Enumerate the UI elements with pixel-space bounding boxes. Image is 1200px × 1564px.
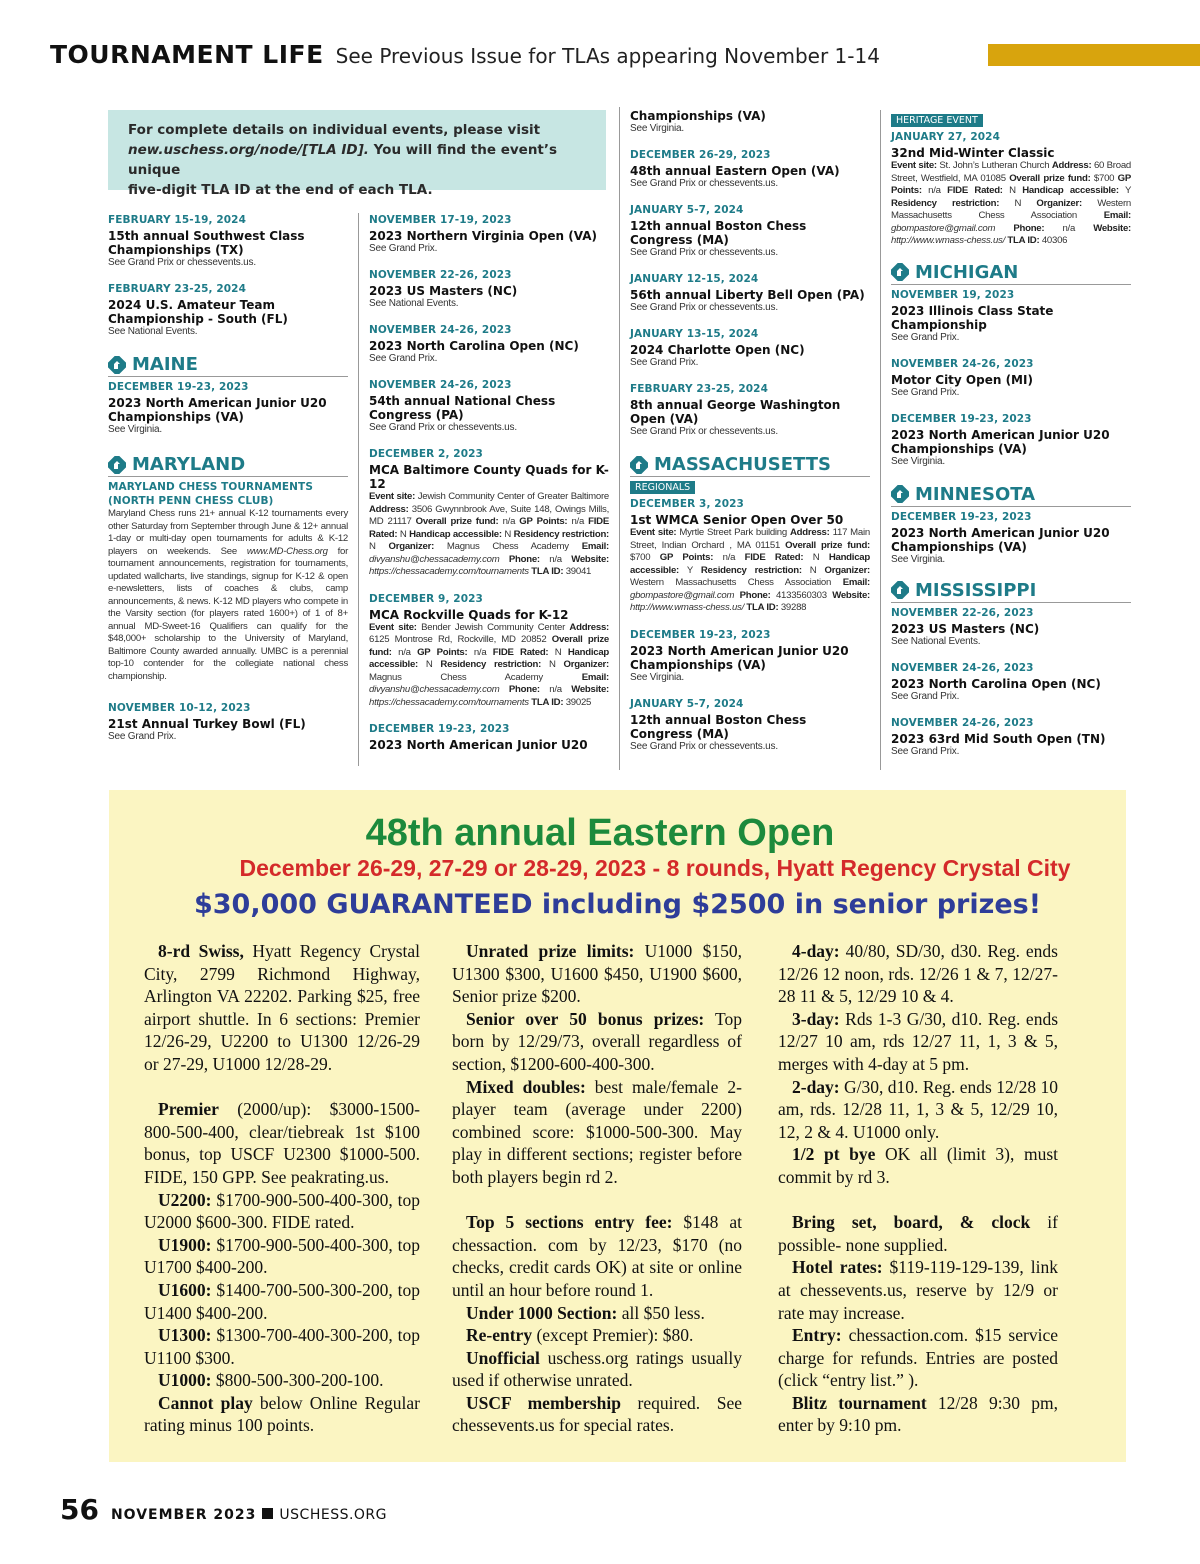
event-listing: FEBRUARY 23-25, 2024 8th annual George Washington Open (VA) See Grand Prix or chessevents.us. [630, 383, 841, 437]
ad-paragraph: Mixed doubles: best male/female 2-player team (average under 2200) combined score: $1000-500-300. May play in different sections; register before both players begin rd 2. [452, 1076, 742, 1187]
website-link[interactable]: http://www.wmass-chess.us/ [630, 602, 744, 613]
header-accent-bar [988, 44, 1200, 66]
event-listing: MARYLAND CHESS TOURNAMENTS (NORTH PENN CHESS CLUB) Maryland Chess runs 21+ annual K-12 tournaments every other Saturday from September through June & 12+ annual 1-day or multi-day open tournaments for adults & K-12 players on weekends. See www.MD-Chess.org for tournament announcements, registration for tournaments, updated wallcharts, live standings, signup for K-12 & open e-newsletters, lists of coaches & clubs, camp announcements, & news. K-12 MD players who compete in the Varsity section (for players rated 1600+) of 1 of 8+ annual MD-Sweet-16 Qualifiers can qualify for the $48,000+ scholarship to the University of Maryland, Baltimore County awarded annually. UMBC is a perennial top-10 contender for the collegiate national chess championship. [108, 481, 349, 682]
chess-knight-icon [891, 485, 909, 503]
ad-paragraph: Senior over 50 bonus prizes: Top born by 12/29/73, overall regardless of section, $1200-600-400-300. [452, 1008, 742, 1074]
ad-paragraph: Premier (2000/up): $3000-1500-800-500-400, clear/tiebreak 1st $100 bonus, top USCF U2300 $1000-500. FIDE, 150 GPP. See peakrating.us. [144, 1099, 420, 1187]
event-listing: DECEMBER 19-23, 2023 2023 North American Junior U20 Championships (VA) See Virginia. [630, 628, 849, 683]
event-listing: NOVEMBER 24-26, 2023 2023 63rd Mid South Open (TN) See Grand Prix. [891, 716, 1106, 757]
chess-knight-icon [108, 456, 126, 474]
ad-paragraph: 8-rd Swiss, Hyatt Regency Crystal City, 2799 Richmond Highway, Arlington VA 22202. Parking $25, free airport shuttle. In 6 sections: Premier 12/26-29, U2200 to U1300 12/26-29 or 27-29, U1000 12/28-29. [144, 941, 421, 1074]
site-name[interactable]: USCHESS.ORG [279, 1507, 388, 1523]
state-heading-maryland: MARYLAND [108, 454, 348, 477]
website-link[interactable]: https://chessacademy.com/tournaments [369, 566, 529, 577]
ad-paragraph: Top 5 sections entry fee: $148 at chessaction. com by 12/23, $170 (no checks, credit cards OK) at site or online until an hour before round 1. [452, 1212, 742, 1300]
ad-paragraph: Cannot play below Online Regular rating minus 100 points. [144, 1392, 421, 1436]
ad-paragraph: U1000: $800-500-300-200-100. [158, 1370, 384, 1391]
page-header [50, 40, 880, 80]
state-heading-mississippi: MISSISSIPPI [891, 580, 1131, 603]
website-link[interactable]: http://www.wmass-chess.us/ [891, 235, 1005, 246]
event-listing: NOVEMBER 24-26, 2023 54th annual National Chess Congress (PA) See Grand Prix or chessevents.us. [369, 379, 556, 433]
ad-paragraph: U1300: $1300-700-400-300-200, top U1100 $300. [144, 1325, 420, 1368]
tla-url[interactable]: new.uschess.org/node/[TLA ID]. [128, 142, 369, 158]
column-2 [369, 213, 609, 765]
ad-paragraph: U1600: $1400-700-500-300-200, top U1400 $400-200. [144, 1279, 420, 1323]
ad-title: 48th annual Eastern Open [365, 812, 835, 854]
chess-knight-icon [891, 581, 909, 599]
event-listing: DECEMBER 19-23, 2023 2023 North American Junior U20 [369, 723, 588, 752]
ad-column-1 [144, 940, 420, 1437]
column-rule [619, 107, 620, 770]
chess-knight-icon [630, 456, 648, 474]
event-listing: NOVEMBER 22-26, 2023 2023 US Masters (NC) See National Events. [369, 269, 518, 309]
state-heading-michigan: MICHIGAN [891, 262, 1131, 285]
column-1 [108, 213, 348, 756]
square-separator-icon [262, 1508, 273, 1519]
website-link[interactable]: https://chessacademy.com/tournaments [369, 696, 529, 708]
column-rule [358, 213, 359, 766]
state-heading-minnesota: MINNESOTA [891, 484, 1131, 507]
email-link[interactable]: divyanshu@chessacademy.com [369, 553, 500, 565]
column-rule [880, 110, 881, 770]
chess-knight-icon [891, 263, 909, 281]
event-listing: JANUARY 13-15, 2024 2024 Charlotte Open (NC) See Grand Prix. [630, 328, 805, 368]
ad-paragraph: Entry: chessaction.com. $15 service charge for refunds. Entries are posted (click “entry list.” ). [778, 1325, 1058, 1391]
event-listing: NOVEMBER 22-26, 2023 2023 US Masters (NC) See National Events. [891, 606, 1040, 647]
issue-date: NOVEMBER 2023 [110, 1507, 257, 1523]
event-listing: JANUARY 27, 2024 32nd Mid-Winter Classic Event site: St. John’s Lutheran Church Address: 60 Broad Street, Westfield, MA 01085 Overall prize fund: $700 GP Points: n/a FIDE Rated: N Handicap accessible: Y Residency restriction: N Organizer: Western Massachusetts Chess Association Email: gbompastore@gmail.com Phone: n/a Website: http://www.wmass-chess.us/ TLA ID: 40306 [891, 131, 1132, 246]
event-listing: NOVEMBER 24-26, 2023 2023 North Carolina Open (NC) See Grand Prix. [369, 324, 579, 364]
section-title: TOURNAMENT LIFE [50, 40, 324, 69]
ad-paragraph: Re-entry (except Premier): $80. [466, 1325, 694, 1346]
ad-column-2 [452, 940, 742, 1437]
event-listing: NOVEMBER 10-12, 2023 21st Annual Turkey Bowl (FL) See Grand Prix. [108, 702, 306, 742]
page-number: 56 [60, 1493, 99, 1526]
event-listing: DECEMBER 3, 2023 1st WMCA Senior Open Over 50 Event site: Myrtle Street Park building Address: 117 Main Street, Indian Orchard , MA 01151 Overall prize fund: $700 GP Points: n/a FIDE Rated: N Handicap accessible: Y Residency restriction: N Organizer: Western Massachusetts Chess Association Email: gbompastore@gmail.com Phone: 4133560303 Website: http://www.wmass-chess.us/ TLA ID: 39288 [630, 498, 870, 613]
ad-paragraph: Under 1000 Section: all $50 less. [466, 1302, 705, 1323]
event-listing: FEBRUARY 15-19, 2024 15th annual Southwest Class Championships (TX) See Grand Prix or chessevents.us. [108, 214, 305, 268]
column-4 [891, 110, 1131, 771]
ad-guarantee: $30,000 GUARANTEED including $2500 in senior prizes! [193, 889, 1042, 920]
page-footer [60, 1493, 387, 1526]
email-link[interactable]: gbompastore@gmail.com [891, 222, 996, 234]
event-listing: DECEMBER 26-29, 2023 48th annual Eastern Open (VA) See Grand Prix or chessevents.us. [630, 149, 840, 189]
section-subtitle: See Previous Issue for TLAs appearing November 1-14 [335, 44, 880, 68]
column-3 [630, 107, 870, 766]
event-listing: JANUARY 12-15, 2024 56th annual Liberty Bell Open (PA) See Grand Prix or chessevents.us. [630, 273, 865, 313]
regionals-badge: REGIONALS [630, 481, 695, 494]
ad-paragraph: Unofficial uschess.org ratings usually used if otherwise unrated. [452, 1347, 742, 1391]
ad-paragraph: U2200: $1700-900-500-400-300, top U2000 $600-300. FIDE rated. [144, 1189, 420, 1233]
email-link[interactable]: divyanshu@chessacademy.com [369, 684, 500, 695]
chess-knight-icon [108, 356, 126, 374]
state-heading-massachusetts: MASSACHUSETTS [630, 454, 870, 477]
ad-paragraph: Unrated prize limits: U1000 $150, U1300 $300, U1600 $450, U1900 $600, Senior prize $200. [452, 941, 742, 1007]
md-chess-link[interactable]: www.MD-Chess.org [246, 545, 328, 557]
event-listing: Championships (VA) See Virginia. [630, 109, 766, 134]
ad-paragraph: Bring set, board, & clock if possible- none supplied. [778, 1212, 1058, 1255]
ad-paragraph: 1/2 pt bye OK all (limit 3), must commit by rd 3. [778, 1144, 1058, 1187]
state-heading-maine: MAINE [108, 354, 348, 377]
event-listing: DECEMBER 19-23, 2023 2023 North American Junior U20 Championships (VA) See Virginia. [891, 412, 1110, 467]
event-listing: NOVEMBER 19, 2023 2023 Illinois Class State Championship See Grand Prix. [891, 288, 1054, 343]
event-listing: DECEMBER 9, 2023 MCA Rockville Quads for K-12 Event site: Bender Jewish Community Center Address: 6125 Montrose Rd, Rockville, MD 20852 Overall prize fund: n/a GP Points: n/a FIDE Rated: N Handicap accessible: N Residency restriction: N Organizer: Magnus Chess Academy Email: divyanshu@chessacademy.com Phone: n/a Website: https://chessacademy.com/tournaments TLA ID: 39025 [369, 592, 610, 708]
heritage-badge: HERITAGE EVENT [891, 114, 983, 127]
ad-paragraph: 2-day: G/30, d10. Reg. ends 12/28 10 am, rds. 12/28 11, 1, 3 & 5, 12/29 10, 12, 2 & 4. U1000 only. [778, 1076, 1058, 1142]
ad-paragraph: 3-day: Rds 1-3 G/30, d10. Reg. ends 12/27 10 am, rds 12/27 11, 1, 3 & 5, merges with 4-day at 5 pm. [778, 1008, 1058, 1074]
event-listing: FEBRUARY 23-25, 2024 2024 U.S. Amateur Team Championship - South (FL) See National Events. [108, 283, 288, 337]
event-listing: NOVEMBER 24-26, 2023 2023 North Carolina Open (NC) See Grand Prix. [891, 661, 1101, 702]
ad-subtitle: December 26-29, 27-29 or 28-29, 2023 - 8 rounds, Hyatt Regency Crystal City [239, 855, 1071, 881]
ad-paragraph: Blitz tournament 12/28 9:30 pm, enter by 9:10 pm. [778, 1392, 1058, 1436]
ad-paragraph: USCF membership required. See chessevents.us for special rates. [452, 1392, 742, 1436]
event-listing: DECEMBER 2, 2023 MCA Baltimore County Quads for K-12 Event site: Jewish Community Center of Greater Baltimore Address: 3506 Gwynnbrook Ave, Suite 148, Owings Mills, MD 21117 Overall prize fund: n/a GP Points: n/a FIDE Rated: N Handicap accessible: N Residency restriction: N Organizer: Magnus Chess Academy Email: divyanshu@chessacademy.com Phone: n/a Website: https://chessacademy.com/tournaments TLA ID: 39041 [369, 448, 610, 577]
email-link[interactable]: gbompastore@gmail.com [630, 589, 735, 601]
event-listing: DECEMBER 19-23, 2023 2023 North American Junior U20 Championships (VA) See Virginia. [891, 510, 1110, 565]
info-box: For complete details on individual events, please visit new.uschess.org/node/[TLA ID]. You will find the event’s unique five-digit TLA ID at the end of each TLA. [108, 110, 606, 190]
event-listing: JANUARY 5-7, 2024 12th annual Boston Chess Congress (MA) See Grand Prix or chessevents.us. [630, 697, 807, 752]
ad-column-3 [778, 940, 1058, 1437]
event-listing: NOVEMBER 24-26, 2023 Motor City Open (MI) See Grand Prix. [891, 357, 1034, 398]
event-listing: NOVEMBER 17-19, 2023 2023 Northern Virginia Open (VA) See Grand Prix. [369, 214, 597, 254]
ad-paragraph: 4-day: 40/80, SD/30, d30. Reg. ends 12/26 12 noon, rds. 12/26 1 & 7, 12/27-28 11 & 5, 12/29 10 & 4. [778, 941, 1058, 1007]
event-listing: JANUARY 5-7, 2024 12th annual Boston Chess Congress (MA) See Grand Prix or chessevents.us. [630, 204, 807, 258]
ad-paragraph: U1900: $1700-900-500-400-300, top U1700 $400-200. [144, 1234, 420, 1278]
event-listing: DECEMBER 19-23, 2023 2023 North American Junior U20 Championships (VA) See Virginia. [108, 381, 327, 435]
ad-paragraph: Hotel rates: $119-119-129-139, link at chessevents.us, reserve by 12/9 or rate may increase. [778, 1257, 1058, 1323]
